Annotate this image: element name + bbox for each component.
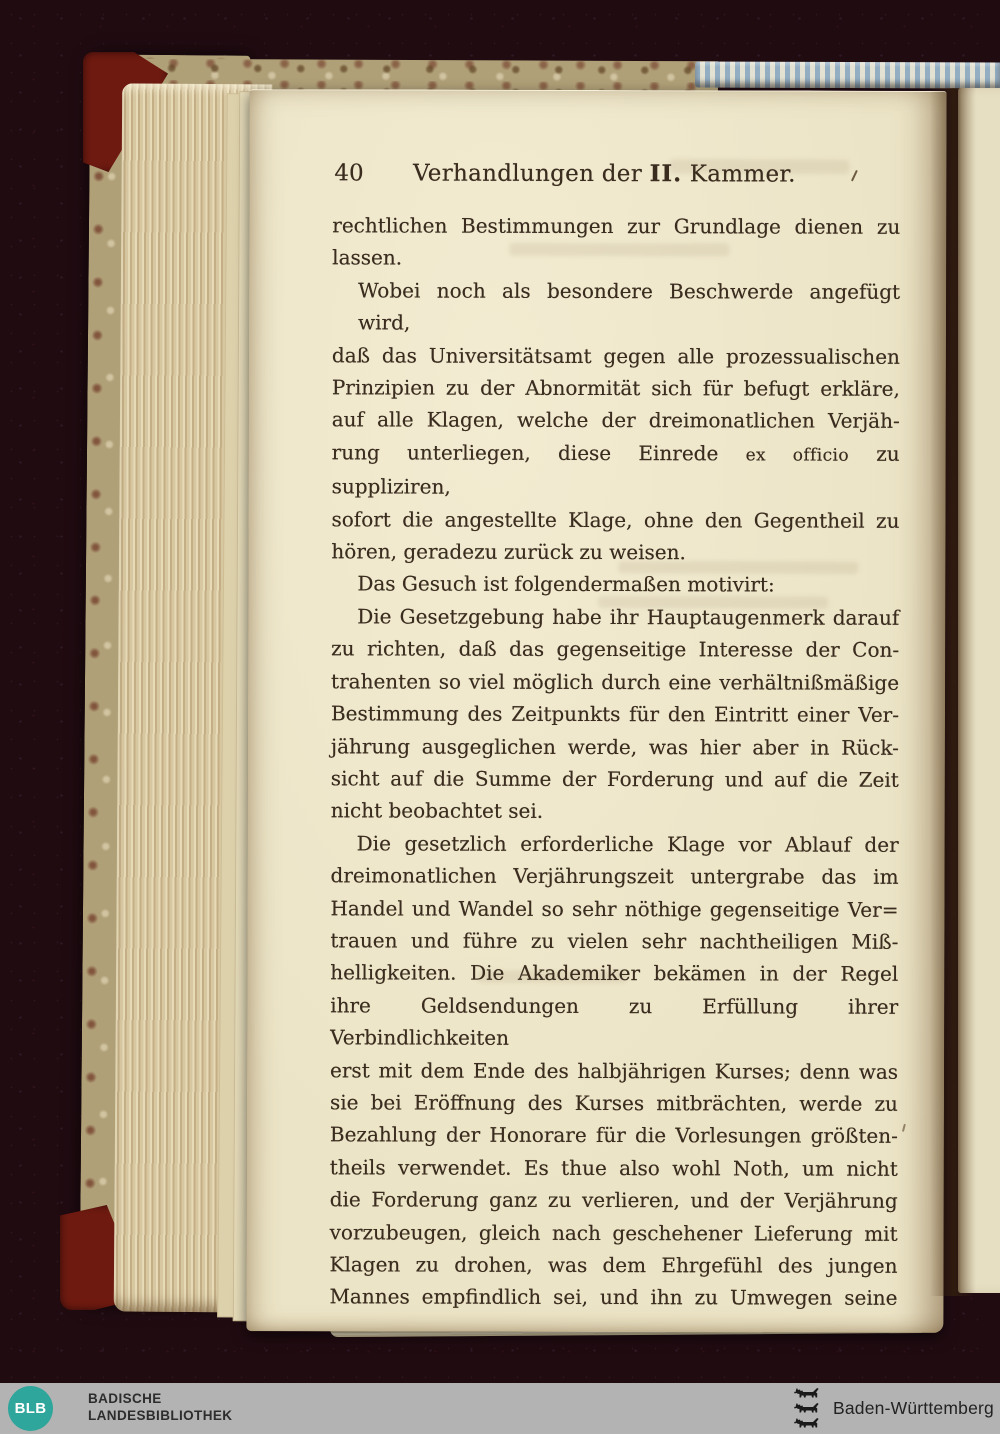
text-line: Das Gesuch ist folgendermaßen motivirt: [357, 571, 775, 597]
text-line: sicht auf die Summe der Forderung und auf die Zeit [330, 766, 899, 792]
blb-logo [8, 1386, 53, 1431]
text-line: Die Gesetzgebung habe ihr Hauptaugenmerk darauf [357, 604, 900, 630]
text-line: Prinzipien zu der Abnormität sich für befugt erkläre, [331, 375, 900, 401]
text-line: trahenten so viel möglich durch eine verhältnißmäßige [331, 668, 900, 695]
text-line: sofort die angestellte Klage, ohne den Gegentheil zu [331, 506, 900, 533]
library-name-line2: LANDESBIBLIOTHEK [88, 1408, 233, 1423]
text-line: Bestimmung des Zeitpunkts für den Eintritt einer Ver- [330, 701, 900, 727]
chamber-numeral: II. [649, 160, 683, 188]
text-line: zu richten, daß das gegenseitige Interesse der Con- [331, 636, 900, 663]
text-line: Handel und Wandel so sehr nöthige gegenseitige Ver= [330, 895, 899, 922]
text-line: Klagen zu drohen, was dem Ehrgefühl des jungen [329, 1252, 898, 1278]
text-line: dreimonatlichen Verjährungszeit untergrabe das im [330, 863, 899, 889]
facing-page-strip [958, 88, 1000, 1293]
text-line: sie bei Eröffnung des Kurses mitbrächten, werde zu [329, 1090, 899, 1116]
page-header [332, 156, 898, 191]
text-line: ihre Geldsendungen zu Erfüllung ihrer Verbindlichkeiten [330, 993, 899, 1050]
coat-of-arms-lions-icon [793, 1387, 823, 1430]
region-label: Baden-Württemberg [833, 1398, 994, 1418]
page-number: 40 [334, 160, 364, 187]
text-line: hören, geradezu zurück zu weisen. [331, 539, 686, 565]
latin-phrase: ex officio [745, 445, 850, 466]
body-lines [329, 209, 900, 1314]
text-line: nicht beobachtet sei. [330, 798, 544, 824]
text-line: trauen und führe zu vielen sehr nachtheiligen Miß- [330, 928, 899, 954]
text-line: daß das Universitätsamt gegen alle prozessualischen [331, 342, 900, 369]
text-line: theils verwendet. Es thue also wohl Noth, um nicht [329, 1155, 898, 1181]
library-name-line1: BADISCHE [88, 1391, 162, 1406]
text-line: jährung ausgeglichen werde, was hier aber in Rück- [330, 733, 899, 760]
text-line: auf alle Klagen, welche der dreimonatlichen Verjäh- [331, 407, 900, 434]
text-line: erst mit dem Ende des halbjährigen Kurses; denn was [330, 1057, 899, 1084]
blb-logo-text: BLB [14, 1400, 47, 1417]
library-name [88, 1390, 232, 1424]
text-line: Mannes empfindlich sei, und ihn zu Umwegen seine [329, 1284, 898, 1311]
text-line: rechtlichen Bestimmungen zur Grundlage dienen zu [332, 213, 901, 239]
text-line: Die gesetzlich erforderliche Klage vor Ablauf der [356, 831, 899, 857]
text-line: lassen. [332, 245, 403, 270]
text-line: Bezahlung der Honorare für die Vorlesungen größten- [329, 1122, 898, 1149]
book-page [246, 89, 946, 1333]
text-line: vorzubeugen, gleich nach geschehener Lieferung mit [329, 1219, 898, 1246]
running-title: Verhandlungen der II. Kammer. [412, 160, 796, 188]
ink-mark [902, 1124, 906, 1132]
footer-bar [0, 1383, 1000, 1434]
baden-wuerttemberg-block [793, 1387, 994, 1430]
text-line: helligkeiten. Die Akademiker bekämen in der Regel [330, 960, 899, 987]
text-line: rung unterliegen, diese Einrede ex officio zu suppliziren, [331, 440, 900, 499]
text-line: die Forderung ganz zu verlieren, und der Verjährung [329, 1187, 898, 1213]
book-headband [695, 61, 1000, 88]
text-line: Wobei noch als besondere Beschwerde angefügt wird, [357, 278, 901, 335]
